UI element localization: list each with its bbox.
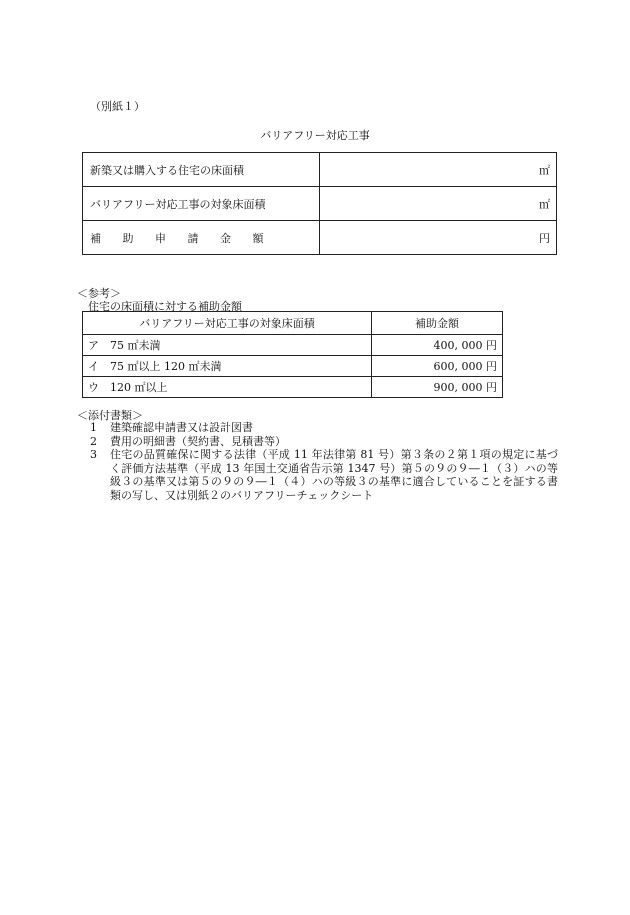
table-cell-area: ア 75 ㎡未満	[83, 335, 372, 356]
reference-subtitle: 住宅の床面積に対する補助金額	[88, 300, 242, 313]
document-title: バリアフリー対応工事	[260, 129, 370, 142]
table-cell-label: 補 助 申 請 金 額	[83, 221, 320, 255]
attachments-heading: ＜添付書類＞	[77, 409, 143, 422]
unit-label: ㎡	[539, 197, 550, 211]
list-item-number: 1	[90, 421, 97, 434]
table-header-row	[83, 312, 503, 335]
list-item-text: 費用の明細書（契約書、見積書等）	[110, 434, 286, 448]
list-item-text: 住宅の品質確保に関する法律（平成 11 年法律第 81 号）第３条の２第１項の規定に基づく評価方法基準（平成 13 年国土交通省告示第 1347 号）第５の９の９―１（３）ハの等級３の基準又は第５の９の９―１（４）ハの等級３の基準に適合していることを証する書類の写し、又は別紙２のバリアフリーチェックシート	[110, 448, 558, 502]
list-item	[88, 448, 558, 502]
list-item	[88, 421, 558, 435]
list-item-number: 3	[90, 448, 97, 461]
list-item-text: 建築確認申請書又は設計図書	[110, 421, 253, 434]
table-row	[83, 187, 557, 221]
table-cell-area: イ 75 ㎡以上 120 ㎡未満	[83, 356, 372, 377]
table-cell-label: バリアフリー対応工事の対象床面積	[83, 187, 320, 221]
list-item	[88, 435, 558, 449]
column-header-amount: 補助金額	[372, 312, 503, 335]
reference-heading: ＜参考＞	[77, 287, 121, 300]
table-cell-value	[320, 187, 557, 221]
column-header-area: バリアフリー対応工事の対象床面積	[83, 312, 372, 335]
table-cell-area: ウ 120 ㎡以上	[83, 377, 372, 398]
table-cell-value	[320, 221, 557, 255]
application-table	[82, 152, 557, 255]
attachment-label: （別紙１）	[90, 100, 145, 113]
table-row	[83, 335, 503, 356]
table-row	[83, 377, 503, 398]
table-row	[83, 356, 503, 377]
subsidy-table	[82, 311, 503, 398]
table-cell-amount: 900, 000 円	[372, 377, 503, 398]
table-cell-amount: 400, 000 円	[372, 335, 503, 356]
table-cell-amount: 600, 000 円	[372, 356, 503, 377]
attachments-list	[88, 421, 558, 502]
list-item-number: 2	[90, 434, 97, 448]
unit-label: 円	[539, 231, 550, 245]
table-row	[83, 221, 557, 255]
table-row	[83, 153, 557, 187]
table-cell-label: 新築又は購入する住宅の床面積	[83, 153, 320, 187]
unit-label: ㎡	[539, 163, 550, 177]
table-cell-value	[320, 153, 557, 187]
